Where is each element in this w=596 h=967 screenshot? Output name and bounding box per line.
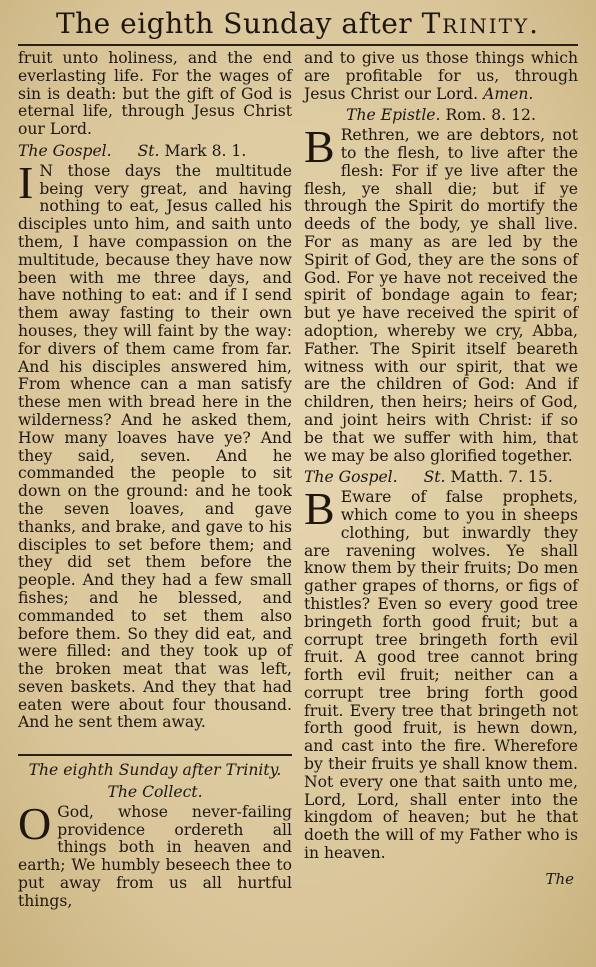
- amen-text: Amen.: [483, 84, 534, 103]
- drop-cap-o: O: [18, 797, 52, 849]
- gospel-heading-reference: Mark 8. 1.: [164, 141, 247, 160]
- running-head-trinity: Trinity.: [421, 7, 541, 40]
- collect-continuation-text: and to give us those things which are profitable for us, through Jesus Christ our Lord.: [304, 49, 578, 103]
- collect-continuation-paragraph: [304, 50, 578, 103]
- gospel-heading-label: The Gospel.: [18, 141, 112, 160]
- right-column: [304, 50, 578, 911]
- gospel-heading-reference-right: Matth. 7. 15.: [450, 468, 553, 487]
- collect-heading: The Collect.: [107, 783, 203, 802]
- gospel-heading-saint: St.: [137, 141, 160, 160]
- drop-cap-b-gospel: B: [304, 483, 335, 535]
- collect-text: God, whose never-failing providence ordereth all things both in heaven and earth; We humbly beseech thee to put away from us all hurtful things,: [18, 802, 292, 910]
- text-columns: [18, 50, 578, 911]
- header-rule: [18, 44, 578, 46]
- gospel-heading-left: [18, 143, 292, 161]
- gospel-mark-text: N those days the multitude being very great, and having nothing to eat, Jesus called his disciples unto him, and saith unto them, I have compassion on the multitude, because they have now been with me three days, and have nothing to eat: and if I send them away fasting to their own houses, they will faint by the way: for divers of them came from far. And his disciples answered him, From whence can a man satisfy these men with bread here in the wilderness? And he asked them, How many loaves have ye? And they said, seven. And he commanded the people to sit down on the ground: and he took the seven loaves, and gave thanks, and brake, and gave to his disciples to set before them; and they did set them before the people. And they had a few small fishes; and he blessed, and commanded to set them also before them. So they did eat, and were filled: and they took up of the broken meat that was left, seven baskets. And they that had eaten were about four thousand. And he sent them away.: [18, 161, 292, 732]
- catchword: The: [545, 869, 574, 888]
- epistle-heading-label: The Epistle.: [346, 106, 441, 125]
- running-head-title: The eighth Sunday after: [55, 7, 413, 40]
- gospel-matthew-paragraph: [304, 483, 578, 863]
- section-title: The eighth Sunday after Trinity.: [28, 761, 282, 780]
- running-head: [18, 6, 578, 42]
- gospel-heading-saint-right: St.: [423, 468, 446, 487]
- gospel-mark-paragraph: [18, 156, 292, 733]
- epistle-text: Rethren, we are debtors, not to the flesh, to live after the flesh: For if ye live after the flesh, ye shall die; but if ye through the Spirit do mortify the deeds of the body, ye shall live. For as many as are led by the Spirit of God, they are the sons of God. For ye have not received the spirit of bondage again to fear; but ye have received the spirit of adoption, whereby we cry, Abba, Father. The Spirit itself beareth witness with our spirit, that we are the children of God: And if children, then heirs; heirs of God, and joint heirs with Christ: if so be that we suffer with him, that we may be also glorified together.: [304, 126, 578, 465]
- collect-ending-paragraph: fruit unto holiness, and the end everlasting life. For the wages of sin is death: but the gift of God is eternal life, through Jesus Christ our Lord.: [18, 49, 292, 139]
- collect-paragraph: [18, 797, 292, 911]
- epistle-heading: [304, 107, 578, 125]
- gospel-matthew-text: Eware of false prophets, which come to you in sheeps clothing, but inwardly they are ravening wolves. Ye shall know them by their fruits; Do men gather grapes of thorns, or figs of thistles? Even so every good tree bringeth forth good fruit; but a corrupt tree bringeth forth evil fruit. A good tree cannot bring forth evil fruit; neither can a corrupt tree bring forth good fruit. Every tree that bringeth not forth good fruit, is hewn down, and cast into the fire. Wherefore by their fruits ye shall know them. Not every one that saith unto me, Lord, Lord, shall enter into the kingdom of heaven; but he that doeth the will of my Father who is in heaven.: [304, 488, 578, 863]
- gospel-heading-right: [304, 469, 578, 487]
- left-column: [18, 50, 292, 911]
- section-divider: [18, 754, 292, 756]
- epistle-paragraph: [304, 121, 578, 465]
- drop-cap-b-epistle: B: [304, 121, 335, 173]
- gospel-heading-label-right: The Gospel.: [304, 468, 398, 487]
- drop-cap-i: I: [18, 156, 34, 208]
- epistle-heading-reference: Rom. 8. 12.: [445, 106, 536, 125]
